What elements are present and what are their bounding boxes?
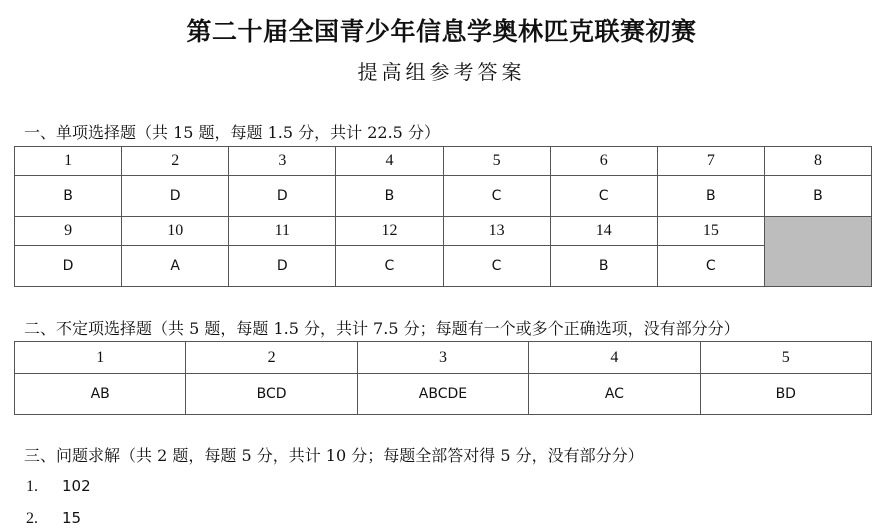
answer-cell: B xyxy=(657,176,764,217)
question-number: 3 xyxy=(229,147,336,176)
answer-cell: B xyxy=(550,246,657,287)
question-number: 11 xyxy=(229,217,336,246)
question-number: 5 xyxy=(443,147,550,176)
table-row xyxy=(15,217,872,246)
answer-cell: B xyxy=(15,176,122,217)
item-number: 1. xyxy=(26,478,38,495)
table-row xyxy=(15,374,872,415)
question-number: 8 xyxy=(764,147,871,176)
empty-gray-cell xyxy=(764,217,871,287)
question-number: 1 xyxy=(15,147,122,176)
answer-cell: B xyxy=(764,176,871,217)
answer-cell: C xyxy=(443,176,550,217)
question-number: 10 xyxy=(122,217,229,246)
question-number: 4 xyxy=(529,342,700,374)
answer-cell: C xyxy=(550,176,657,217)
answer-cell: B xyxy=(336,176,443,217)
answer-cell: A xyxy=(122,246,229,287)
question-number: 7 xyxy=(657,147,764,176)
question-number: 9 xyxy=(15,217,122,246)
table-row xyxy=(15,342,872,374)
question-number: 14 xyxy=(550,217,657,246)
question-number: 15 xyxy=(657,217,764,246)
answer-cell: BCD xyxy=(186,374,357,415)
list-item xyxy=(26,509,81,528)
answer-cell: BD xyxy=(700,374,871,415)
answer-cell: AC xyxy=(529,374,700,415)
section3-heading: 三、问题求解（共 2 题，每题 5 分，共计 10 分；每题全部答对得 5 分，没有部分分） xyxy=(24,446,644,465)
table-row xyxy=(15,246,872,287)
answer-cell: D xyxy=(15,246,122,287)
answer-cell: AB xyxy=(15,374,186,415)
table-row xyxy=(15,147,872,176)
answer-cell: C xyxy=(336,246,443,287)
multiple-choice-answer-table xyxy=(14,341,872,415)
section2-heading: 二、不定项选择题（共 5 题，每题 1.5 分，共计 7.5 分；每题有一个或多个正确选项，没有部分分） xyxy=(24,319,740,338)
question-number: 1 xyxy=(15,342,186,374)
item-answer: 102 xyxy=(62,477,91,495)
answer-cell: D xyxy=(229,246,336,287)
question-number: 6 xyxy=(550,147,657,176)
question-number: 12 xyxy=(336,217,443,246)
answer-cell: ABCDE xyxy=(357,374,528,415)
answer-cell: D xyxy=(122,176,229,217)
document-subtitle: 提高组参考答案 xyxy=(357,60,526,84)
section1-heading: 一、单项选择题（共 15 题，每题 1.5 分，共计 22.5 分） xyxy=(24,123,440,142)
item-answer: 15 xyxy=(62,509,82,527)
single-choice-answer-table xyxy=(14,146,872,287)
answer-cell: D xyxy=(229,176,336,217)
item-number: 2. xyxy=(26,510,38,527)
table-row xyxy=(15,176,872,217)
question-number: 13 xyxy=(443,217,550,246)
question-number: 3 xyxy=(357,342,528,374)
answer-cell: C xyxy=(443,246,550,287)
document-title: 第二十届全国青少年信息学奥林匹克联赛初赛 xyxy=(186,17,697,46)
question-number: 4 xyxy=(336,147,443,176)
question-number: 2 xyxy=(186,342,357,374)
list-item xyxy=(26,477,91,496)
answer-cell: C xyxy=(657,246,764,287)
question-number: 2 xyxy=(122,147,229,176)
question-number: 5 xyxy=(700,342,871,374)
